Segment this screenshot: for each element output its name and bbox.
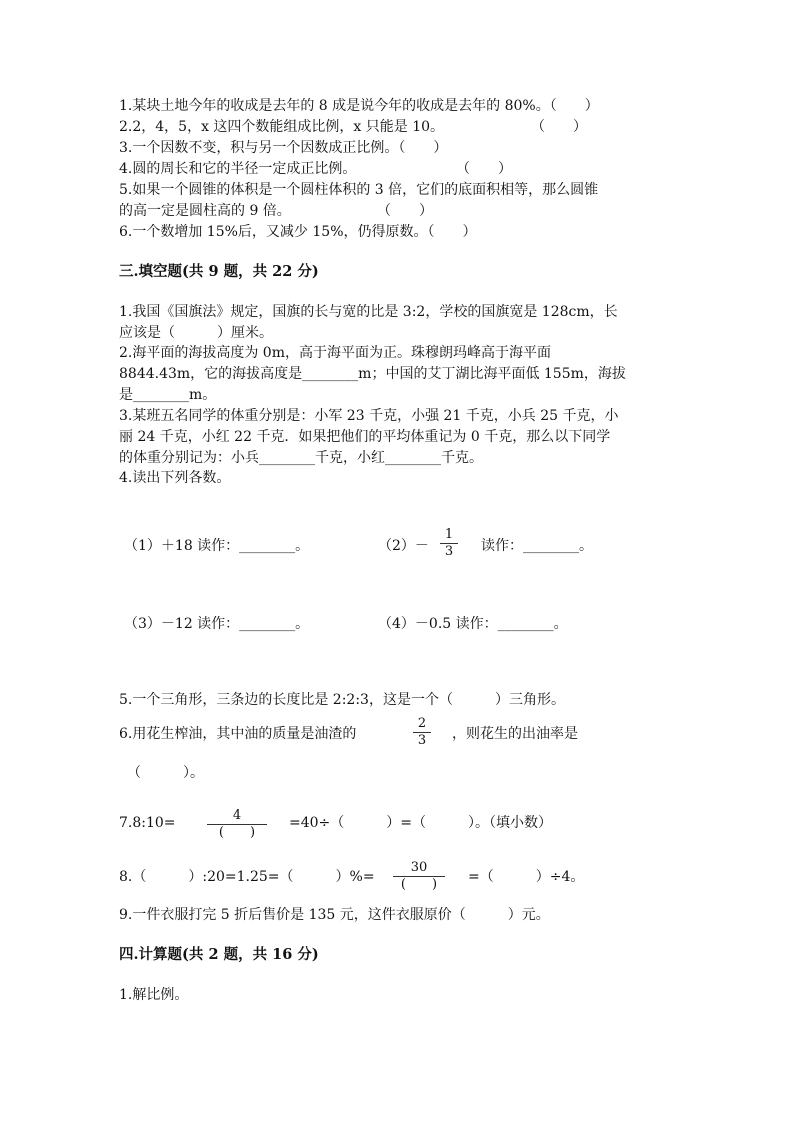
judge-q2: 2.2，4，5，x 这四个数能组成比例，x 只能是 10。 — [119, 119, 445, 135]
fill-q5: 5.一个三角形，三条边的长度比是 2:2:3，这是一个（ ）三角形。 — [119, 692, 565, 708]
fill-q7-prefix: 7.8:10= — [119, 815, 176, 831]
fraction-numerator: 2 — [417, 716, 427, 731]
fraction-numerator: 4 — [232, 808, 242, 823]
fill-q8-fraction — [393, 860, 445, 893]
fill-q6-prefix: 6.用花生榨油，其中油的质量是油渣的 — [119, 726, 357, 742]
fill-q4-part1: （1）＋18 读作：________。 — [124, 538, 310, 554]
judge-q4: 4.圆的周长和它的半径一定成正比例。 — [119, 161, 357, 177]
judge-q5-line1: 5.如果一个圆锥的体积是一个圆柱体积的 3 倍，它们的底面积相等，那么圆锥 — [119, 182, 599, 198]
fill-q8-suffix: =（ ）÷4。 — [468, 869, 585, 885]
judge-q5-blank: （ ） — [377, 203, 433, 219]
judge-q2-blank: （ ） — [531, 119, 587, 135]
fill-q3-line2: 丽 24 千克，小红 22 千克．如果把他们的平均体重记为 0 千克，那么以下同学 — [119, 429, 611, 445]
fill-q6-fraction — [413, 716, 431, 749]
judge-q6: 6.一个数增加 15%后，又减少 15%，仍得原数。（ ） — [119, 224, 477, 240]
judge-q1: 1.某块土地今年的收成是去年的 8 成是说今年的收成是去年的 80%。（ ） — [119, 98, 599, 114]
fill-q4-part4: （4）－0.5 读作：________。 — [378, 616, 568, 632]
fill-q4-part2-prefix: （2）－ — [378, 538, 429, 554]
fill-q3-line3: 的体重分别记为：小兵________千克，小红________千克。 — [119, 450, 483, 466]
fill-q4-part2-fraction — [440, 527, 458, 560]
fraction-numerator: 1 — [444, 527, 454, 542]
fill-q2-line3: 是________m。 — [119, 387, 217, 403]
fill-q2-line2: 8844.43m，它的海拔高度是________m；中国的艾丁湖比海平面低 155m，海拔 — [119, 366, 626, 382]
fill-q4-part3: （3）－12 读作：________。 — [124, 616, 310, 632]
fill-q6-suffix: ，则花生的出油率是 — [452, 726, 578, 742]
fraction-numerator: 30 — [410, 860, 428, 875]
judge-q3: 3.一个因数不变，积与另一个因数成正比例。（ ） — [119, 140, 448, 156]
fill-q9: 9.一件衣服打完 5 折后售价是 135 元，这件衣服原价（ ）元。 — [119, 907, 550, 923]
fill-q1-line2: 应该是（ ）厘米。 — [119, 325, 273, 341]
fill-q4-title: 4.读出下列各数。 — [119, 470, 231, 486]
calc-q1: 1.解比例。 — [119, 987, 189, 1003]
fraction-denominator: ( ) — [400, 877, 438, 892]
judge-q5-line2: 的高一定是圆柱高的 9 倍。 — [119, 203, 291, 219]
fill-q6-line2: （ ）。 — [127, 765, 204, 781]
fraction-denominator: ( ) — [218, 825, 256, 840]
fraction-denominator: 3 — [444, 544, 454, 559]
fill-q3-line1: 3.某班五名同学的体重分别是：小军 23 千克，小强 21 千克，小兵 25 千克，小 — [119, 408, 619, 424]
fill-q7-fraction — [207, 808, 267, 841]
fill-q8-prefix: 8.（ ）:20=1.25=（ ）%= — [119, 869, 375, 885]
fill-q4-part2-suffix: 读作：________。 — [481, 538, 593, 554]
section-4-heading: 四.计算题(共 2 题，共 16 分) — [119, 946, 319, 963]
fill-q7-suffix: =40÷（ ）=（ ）。（填小数） — [289, 815, 553, 831]
fraction-denominator: 3 — [417, 733, 427, 748]
fill-q2-line1: 2.海平面的海拔高度为 0m，高于海平面为正。珠穆朗玛峰高于海平面 — [119, 345, 551, 361]
section-3-heading: 三.填空题(共 9 题，共 22 分) — [119, 263, 319, 280]
judge-q4-blank: （ ） — [456, 161, 512, 177]
fill-q1-line1: 1.我国《国旗法》规定，国旗的长与宽的比是 3:2，学校的国旗宽是 128cm，长 — [119, 304, 618, 320]
